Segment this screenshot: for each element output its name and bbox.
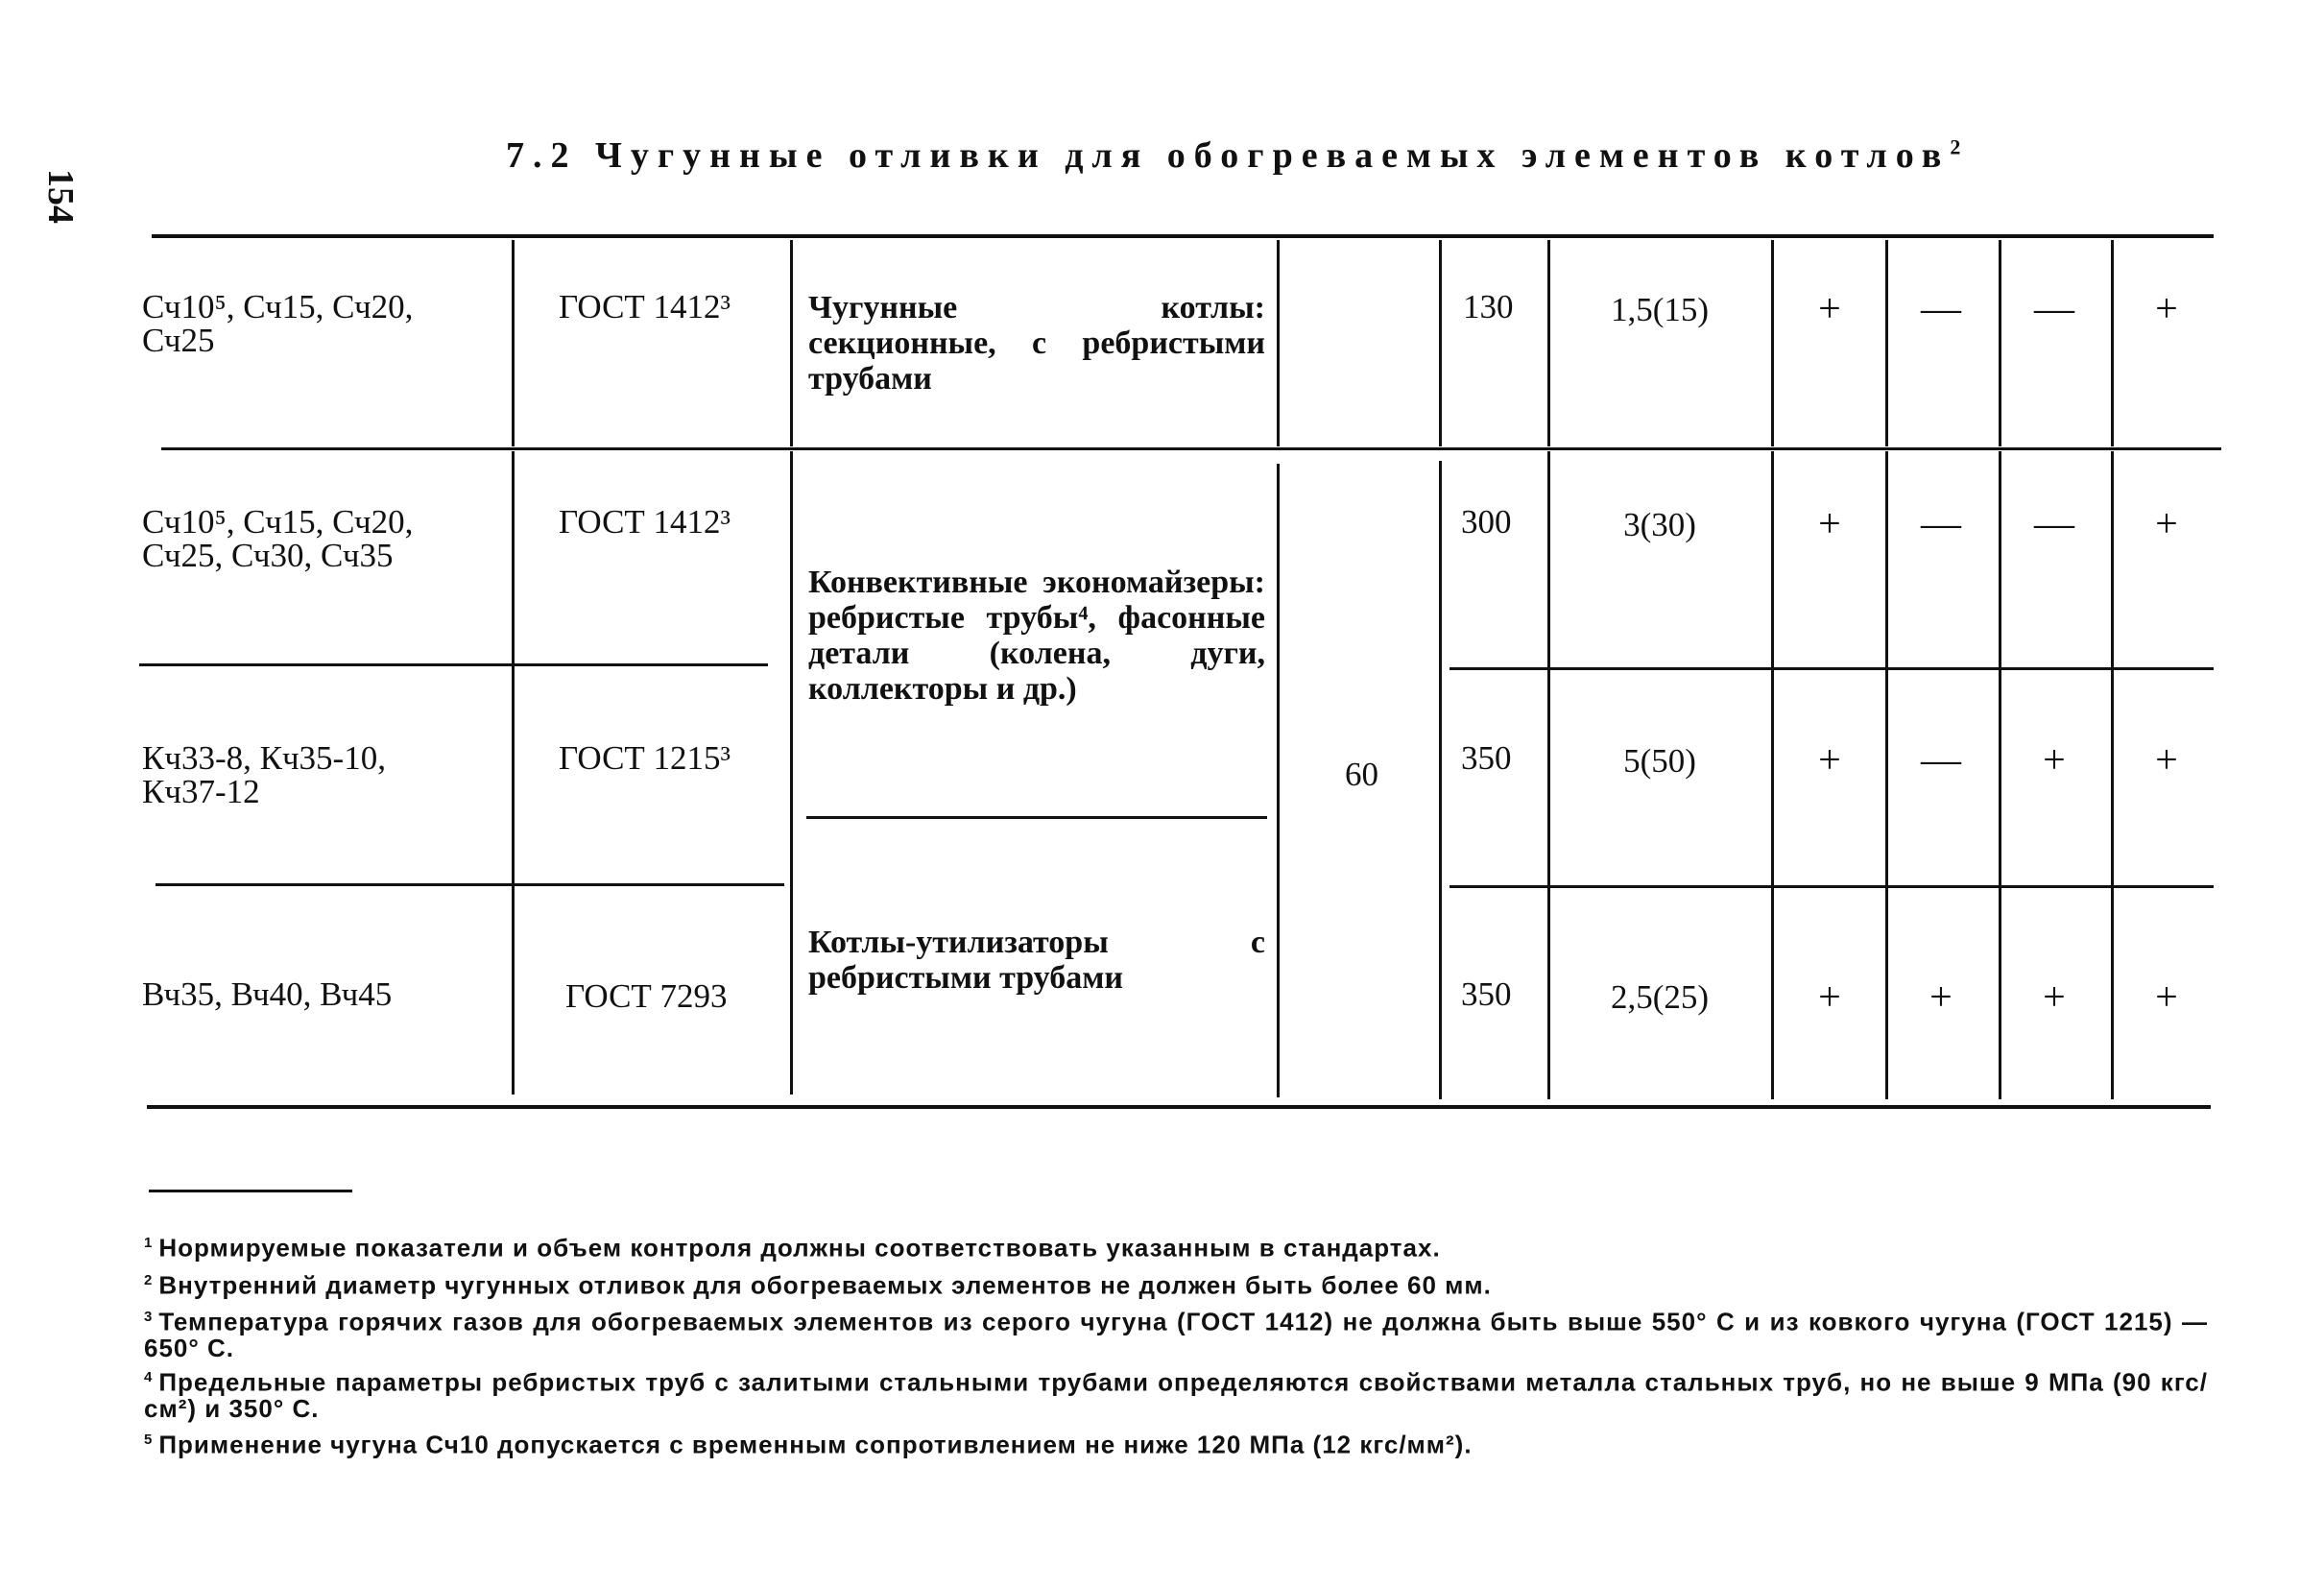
footnote — [144, 1427, 2208, 1458]
table-cell-description: Чугунные котлы: секционные, с ребристыми трубами — [808, 290, 1265, 397]
column-divider — [1885, 240, 1888, 446]
table-cell-description: Котлы-утилизаторы с ребристыми трубами — [808, 925, 1265, 996]
table-cell-mark: + — [2155, 975, 2178, 1020]
table-cell-standard: ГОСТ 1412³ — [559, 288, 731, 325]
footnote-text: Температура горячих газов для обогреваемых элементов из серого чугуна (ГОСТ 1412) не должна быть выше 550° С и из ковкого чугуна (ГОСТ 1215) — 650° С. — [144, 1307, 2208, 1362]
column-divider — [1277, 240, 1280, 446]
column-divider — [790, 240, 793, 446]
footnote — [144, 1267, 2208, 1299]
table-cell-material: Сч10⁵, Сч15, Сч20, Сч25 — [142, 288, 414, 359]
page-number: 154 — [40, 169, 81, 224]
footnote-mark: 1 — [144, 1235, 154, 1251]
column-divider — [1885, 451, 1888, 1099]
description-divider — [806, 816, 1267, 819]
column-divider — [1439, 461, 1442, 1099]
table-cell-pressure: 130 — [1463, 288, 1514, 325]
section-title-footnote-mark: 2 — [1950, 134, 1961, 159]
section-title-text: 7.2 Чугунные отливки для обогреваемых элементов котлов — [506, 135, 1951, 176]
table-cell-mark: — — [1921, 502, 1961, 546]
row-divider — [161, 447, 2221, 450]
column-divider — [1771, 451, 1774, 1099]
table-cell-mark: + — [2043, 975, 2066, 1020]
footnote-text: Предельные параметры ребристых труб с залитыми стальными трубами определяются свойствами металла стальных труб, но не выше 9 МПа (90 кгс/см²) и 350° С. — [144, 1367, 2208, 1423]
table-cell-mark: — — [1921, 738, 1961, 782]
footnote-separator — [149, 1190, 352, 1192]
footnote — [144, 1230, 2208, 1262]
table-cell-pressure-alt: 5(50) — [1623, 742, 1696, 780]
table-cell-mark: + — [1818, 287, 1841, 331]
table-top-rule — [152, 234, 2214, 238]
table-cell-mark: + — [2155, 287, 2178, 331]
table-cell-pressure-alt: 2,5(25) — [1610, 978, 1710, 1016]
table-cell-material: Кч33-8, Кч35-10, Кч37-12 — [142, 739, 386, 810]
row-divider — [156, 883, 784, 886]
row-divider — [1450, 885, 2214, 888]
table-cell-mark: + — [1818, 975, 1841, 1020]
column-divider — [512, 240, 515, 446]
table-cell-mark: + — [1818, 502, 1841, 546]
table-bottom-rule — [147, 1105, 2211, 1109]
column-divider — [512, 451, 515, 1095]
column-divider — [1439, 240, 1442, 446]
column-divider — [1999, 240, 2001, 446]
table-cell-mark: — — [2034, 287, 2074, 331]
column-divider — [1999, 451, 2001, 1099]
table-cell-description: Конвективные экономайзеры: ребристые трубы⁴, фасонные детали (колена, дуги, коллекторы и др.) — [808, 565, 1265, 707]
column-divider — [790, 451, 793, 1095]
footnote-mark: 2 — [144, 1272, 154, 1288]
section-title — [506, 134, 1960, 177]
footnote-text: Нормируемые показатели и объем контроля должны соответствовать указанным в стандартах. — [158, 1233, 1441, 1263]
column-divider — [2111, 240, 2114, 446]
table-cell-mark: + — [1929, 975, 1953, 1020]
table-cell-mark: — — [2034, 502, 2074, 546]
footnote-mark: 4 — [144, 1369, 154, 1385]
column-divider — [1277, 464, 1280, 1097]
table-cell-mark: + — [1818, 738, 1841, 782]
table-cell-mark: — — [1921, 287, 1961, 331]
column-divider — [1547, 240, 1550, 446]
table-cell-mark: + — [2155, 502, 2178, 546]
table-cell-mark: + — [2043, 738, 2066, 782]
table-cell-pressure: 350 — [1461, 975, 1512, 1013]
table-cell-material: Сч10⁵, Сч15, Сч20, Сч25, Сч30, Сч35 — [142, 503, 414, 574]
table-cell-pressure-alt: 1,5(15) — [1610, 291, 1710, 328]
footnote-text: Внутренний диаметр чугунных отливок для обогреваемых элементов не должен быть более 60 мм. — [158, 1270, 1492, 1300]
footnote-text: Применение чугуна Сч10 допускается с временным сопротивлением не ниже 120 МПа (12 кгс/мм²). — [158, 1430, 1473, 1459]
column-divider — [2111, 451, 2114, 1099]
footnote — [144, 1304, 2208, 1361]
table-cell-pressure: 300 — [1461, 503, 1512, 541]
column-divider — [1771, 240, 1774, 446]
footnote — [144, 1364, 2208, 1422]
table-cell-standard: ГОСТ 1412³ — [559, 503, 731, 541]
footnote-mark: 5 — [144, 1432, 154, 1448]
table-cell-material: Вч35, Вч40, Вч45 — [142, 975, 393, 1013]
table-cell-mark: + — [2155, 738, 2178, 782]
row-divider — [139, 663, 768, 666]
footnote-mark: 3 — [144, 1309, 154, 1325]
table-cell-standard: ГОСТ 1215³ — [559, 739, 731, 777]
table-cell-standard: ГОСТ 7293 — [565, 977, 728, 1015]
table-cell-pressure-alt: 3(30) — [1623, 506, 1696, 543]
row-divider — [1450, 667, 2214, 670]
table-cell-diameter: 60 — [1345, 756, 1378, 793]
table-cell-pressure: 350 — [1461, 739, 1512, 777]
